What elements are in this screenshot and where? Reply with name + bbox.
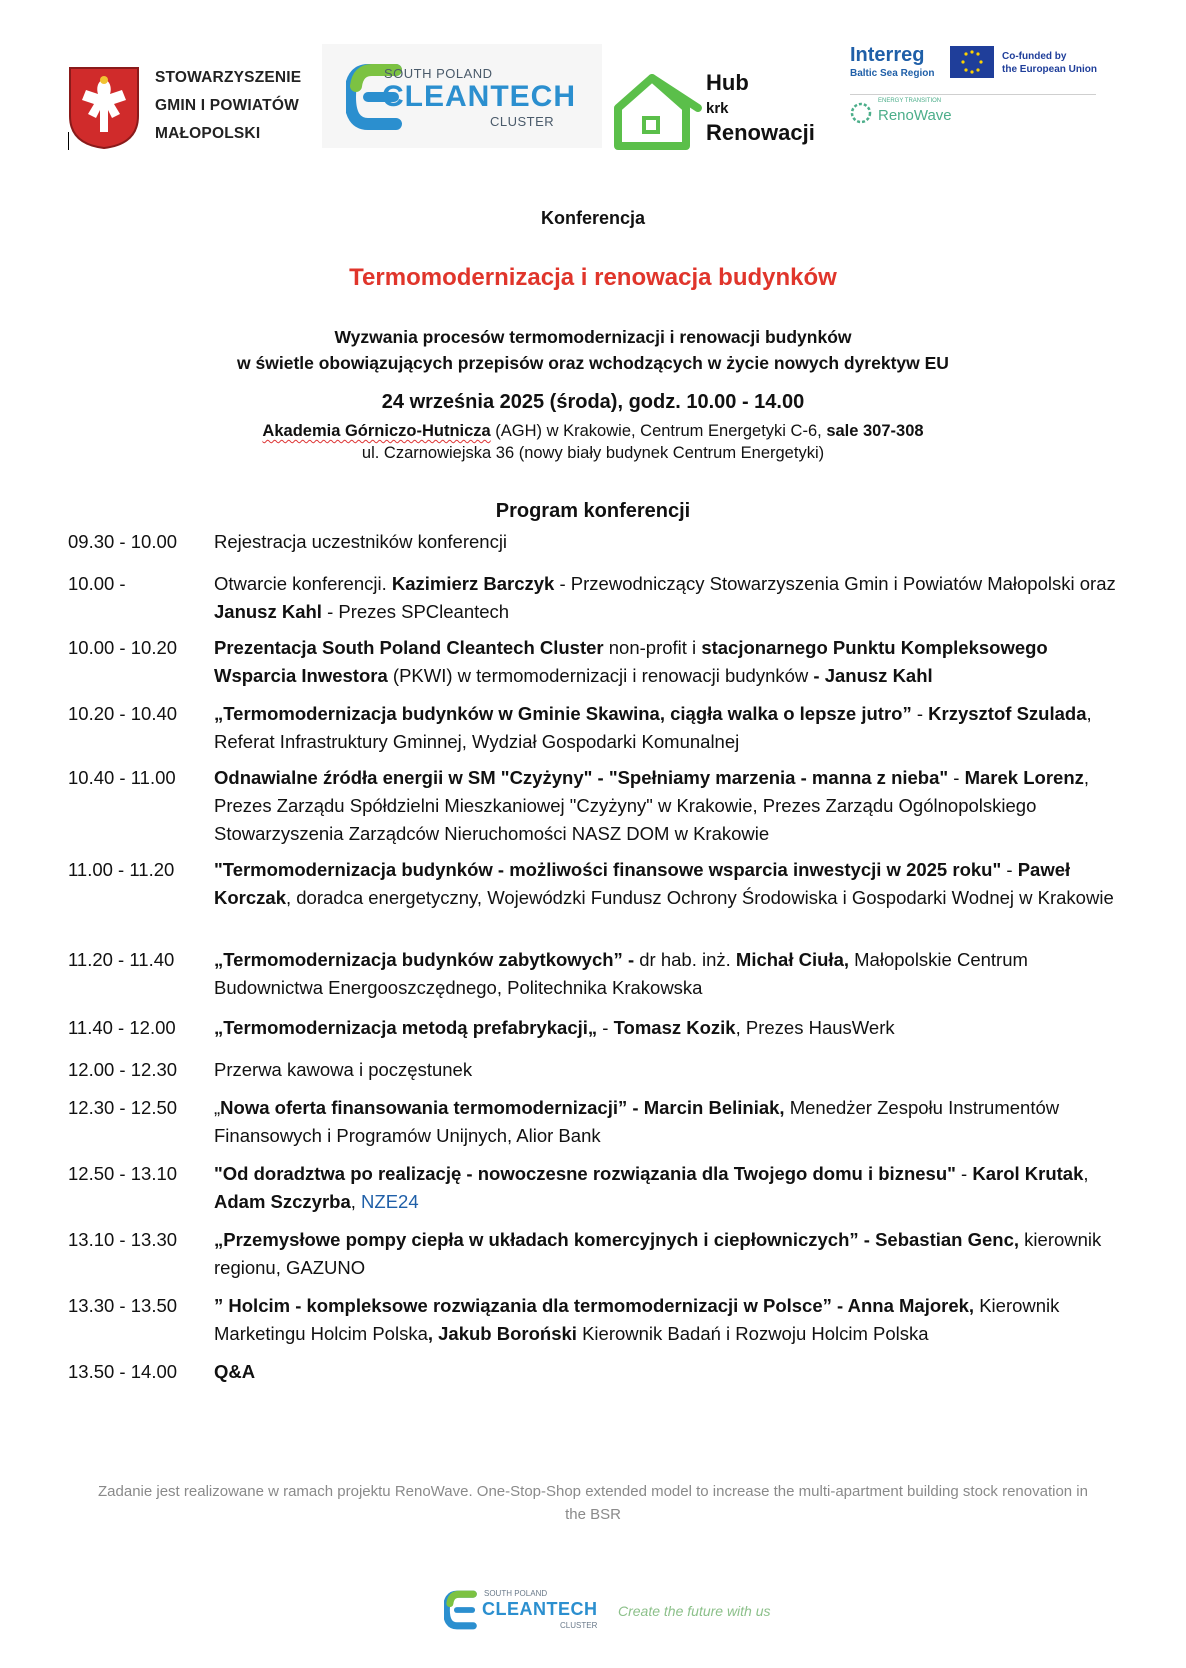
program-time: 12.50 - 13.10 xyxy=(68,1163,178,1184)
cleantech-bottom-label: CLUSTER xyxy=(490,114,555,129)
program-text-segment: stacjonarnego Punktu Kompleksowego Wsparcia Inwestora xyxy=(214,637,1048,686)
footer-logo-bottom: CLUSTER xyxy=(560,1621,598,1630)
program-text-segment: Marek Lorenz xyxy=(964,767,1084,788)
interreg-label: Interreg xyxy=(850,44,925,66)
stowarzyszenie-logo-text xyxy=(155,64,301,148)
footer-cleantech-logo xyxy=(440,1583,820,1639)
program-text-segment: Krzysztof Szulada xyxy=(928,703,1087,724)
program-time: 10.00 - 10.20 xyxy=(68,637,178,658)
program-description xyxy=(214,634,1134,690)
program-text-segment: Tomasz Kozik xyxy=(613,1017,736,1038)
program-text-segment: - xyxy=(948,767,965,788)
program-time: 12.00 - 12.30 xyxy=(68,1059,178,1080)
stowarzyszenie-line-3: MAŁOPOLSKI xyxy=(155,125,261,142)
program-text-segment: "Od doradztwa po realizację - nowoczesne rozwiązania dla Twojego domu i biznesu" xyxy=(214,1163,956,1184)
conference-subtitle xyxy=(0,324,1186,376)
coat-of-arms-logo xyxy=(68,66,140,150)
venue-detail: (AGH) w Krakowie, Centrum Energetyki C-6, xyxy=(490,422,827,440)
program-text-segment: Menedżer Zespołu Instrumentów Finansowych i Programów Unijnych, Alior Bank xyxy=(214,1097,1060,1146)
cleantech-logo xyxy=(322,44,602,148)
header-divider xyxy=(850,94,1096,95)
program-description xyxy=(214,1056,1134,1084)
program-text-segment: dr hab. inż. xyxy=(634,949,736,970)
renowave-small-label: ENERGY TRANSITION xyxy=(878,98,942,104)
footer-slogan: Create the future with us xyxy=(618,1603,771,1619)
program-text-segment: , Prezes Zarządu Spółdzielni Mieszkaniowej "Czyżyny" w Krakowie, Prezes Zarządu Ogólnopolskiego Stowarzyszenia Zarządców Nieruchomości NASZ DOM w Krakowie xyxy=(214,767,1090,844)
eu-cofunded-label xyxy=(1002,50,1097,76)
eu-line-2: the European Union xyxy=(1002,64,1097,75)
conference-venue xyxy=(0,420,1186,464)
hub-label: Hub xyxy=(706,70,749,95)
program-text-segment: NZE24 xyxy=(361,1191,419,1212)
program-time: 13.10 - 13.30 xyxy=(68,1229,178,1250)
program-text-segment: , Referat Infrastruktury Gminnej, Wydział Gospodarki Komunalnej xyxy=(214,703,1092,752)
program-description xyxy=(214,1358,1134,1386)
program-text-segment: Przerwa kawowa i poczęstunek xyxy=(214,1059,473,1080)
program-description xyxy=(214,764,1134,848)
program-text-segment: ” Holcim - kompleksowe rozwiązania dla termomodernizacji w Polsce” - Anna Majorek, xyxy=(214,1295,975,1316)
program-time: 11.00 - 11.20 xyxy=(68,859,175,880)
program-text-segment: Q&A xyxy=(214,1361,256,1382)
hub-renowacji-logo xyxy=(612,68,832,152)
program-text-segment: "Termomodernizacja budynków - możliwości finansowe wsparcia inwestycji w 2025 roku" xyxy=(214,859,1002,880)
program-description xyxy=(214,700,1134,756)
program-time: 10.00 - xyxy=(68,573,126,594)
program-text-segment: Janusz Kahl xyxy=(214,601,322,622)
renowacji-label: Renowacji xyxy=(706,120,815,145)
conference-date: 24 września 2025 (środa), godz. 10.00 - 14.00 xyxy=(381,391,805,413)
program-time: 13.50 - 14.00 xyxy=(68,1361,178,1382)
program-text-segment: non-profit i xyxy=(603,637,702,658)
program-text-segment: Kierownik Badań i Rozwoju Holcim Polska xyxy=(576,1323,929,1344)
program-text-segment: „ xyxy=(214,1097,221,1118)
program-heading: Program konferencji xyxy=(495,500,691,522)
program-time: 10.40 - 11.00 xyxy=(68,767,176,788)
program-text-segment: , Prezes HausWerk xyxy=(735,1017,895,1038)
eu-line-1: Co-funded by xyxy=(1002,51,1067,62)
program-description xyxy=(214,946,1134,1002)
interreg-logo xyxy=(850,44,1100,84)
footer-logo-top: SOUTH POLAND xyxy=(484,1589,548,1598)
krk-label: krk xyxy=(706,100,729,117)
program-text-segment: Małopolskie Centrum Budownictwa Energooszczędnego, Politechnika Krakowska xyxy=(214,949,1028,998)
program-text-segment: , xyxy=(1083,1163,1089,1184)
footer-note: Zadanie jest realizowane w ramach projektu RenoWave. One-Stop-Shop extended model to increase the multi-apartment building stock renovation in the BSR xyxy=(98,1483,1088,1523)
program-description xyxy=(214,1292,1134,1348)
program-time: 11.20 - 11.40 xyxy=(68,949,175,970)
program-text-segment: , doradca energetyczny, Wojewódzki Fundusz Ochrony Środowiska i Gospodarki Wodnej w Krakowie xyxy=(285,887,1114,908)
program-description xyxy=(214,1014,1134,1042)
program-text-segment: Rejestracja uczestników konferencji xyxy=(214,531,508,552)
house-icon xyxy=(612,72,704,150)
program-description xyxy=(214,570,1134,626)
cleantech-top-label: SOUTH POLAND xyxy=(384,66,493,81)
program-description xyxy=(214,1226,1134,1282)
program-text-segment: - Prezes SPCleantech xyxy=(321,601,510,622)
program-time: 11.40 - 12.00 xyxy=(68,1017,176,1038)
program-text-segment: Prezentacja South Poland Cleantech Cluster xyxy=(214,637,604,658)
program-text-segment: - xyxy=(955,1163,973,1184)
program-description xyxy=(214,1094,1134,1150)
program-text-segment: , Jakub Boroński xyxy=(427,1323,577,1344)
interreg-sub-label: Baltic Sea Region xyxy=(850,68,935,79)
program-text-segment: „Termomodernizacja budynków w Gminie Skawina, ciągła walka o lepsze jutro” xyxy=(214,703,912,724)
subtitle-line-2: w świetle obowiązujących przepisów oraz wchodzących w życie nowych dyrektyw EU xyxy=(237,353,949,373)
program-text-segment: Michał Ciuła, xyxy=(735,949,849,970)
stowarzyszenie-line-1: STOWARZYSZENIE xyxy=(155,69,302,86)
program-time: 13.30 - 13.50 xyxy=(68,1295,178,1316)
footer-logo-main: CLEANTECH xyxy=(482,1599,598,1619)
cursor-mark xyxy=(68,132,69,150)
stowarzyszenie-line-2: GMIN I POWIATÓW xyxy=(155,97,299,114)
venue-address: ul. Czarnowiejska 36 (nowy biały budynek Centrum Energetyki) xyxy=(361,444,825,462)
program-text-segment: Kazimierz Barczyk xyxy=(391,573,555,594)
cleantech-main-label: CLEANTECH xyxy=(382,80,576,113)
program-text-segment: Kierownik Marketingu Holcim Polska xyxy=(214,1295,1060,1344)
program-text-segment: , xyxy=(350,1191,362,1212)
renowave-logo xyxy=(850,98,1030,128)
program-text-segment: „Termomodernizacja budynków zabytkowych” - xyxy=(214,949,635,970)
program-text-segment: - Przewodniczący Stowarzyszenia Gmin i Powiatów Małopolski oraz xyxy=(554,573,1116,594)
conference-title: Termomodernizacja i renowacja budynków xyxy=(349,264,837,291)
venue-name: Akademia Górniczo-Hutnicza xyxy=(262,422,491,440)
program-text-segment: Karol Krutak xyxy=(972,1163,1084,1184)
eu-flag-icon xyxy=(950,46,994,78)
program-text-segment: - xyxy=(597,1017,614,1038)
program-text-segment: Odnawialne źródła energii w SM "Czyżyny" - "Spełniamy marzenia - manna z nieba" xyxy=(214,767,949,788)
program-time: 10.20 - 10.40 xyxy=(68,703,178,724)
venue-rooms: sale 307-308 xyxy=(826,422,924,440)
program-text-segment: - xyxy=(1001,859,1018,880)
footer-cleantech-c-icon xyxy=(444,1589,478,1631)
program-text-segment: „Przemysłowe pompy ciepła w układach komercyjnych i ciepłowniczych” - Sebastian Genc, xyxy=(214,1229,1020,1250)
renowave-circle-icon xyxy=(850,102,872,124)
renowave-label: RenoWave xyxy=(878,107,952,124)
program-time: 09.30 - 10.00 xyxy=(68,531,178,552)
program-text-segment: Otwarcie konferencji. xyxy=(214,573,392,594)
program-text-segment: - xyxy=(911,703,929,724)
program-text-segment: kierownik regionu, GAZUNO xyxy=(214,1229,1102,1278)
program-text-segment: Paweł Korczak xyxy=(214,859,1071,908)
program-description xyxy=(214,856,1134,912)
program-text-segment: „Termomodernizacja metodą prefabrykacji„ xyxy=(214,1017,598,1038)
program-description xyxy=(214,1160,1134,1216)
program-text-segment: Nowa oferta finansowania termomodernizacji” - Marcin Beliniak, xyxy=(220,1097,785,1118)
subtitle-line-1: Wyzwania procesów termomodernizacji i renowacji budynków xyxy=(334,327,852,347)
program-description xyxy=(214,528,1134,556)
program-text-segment: Adam Szczyrba xyxy=(214,1191,351,1212)
conference-label: Konferencja xyxy=(540,208,646,228)
program-text-segment: - Janusz Kahl xyxy=(813,665,933,686)
program-time: 12.30 - 12.50 xyxy=(68,1097,178,1118)
program-text-segment: (PKWI) w termomodernizacji i renowacji budynków xyxy=(387,665,814,686)
